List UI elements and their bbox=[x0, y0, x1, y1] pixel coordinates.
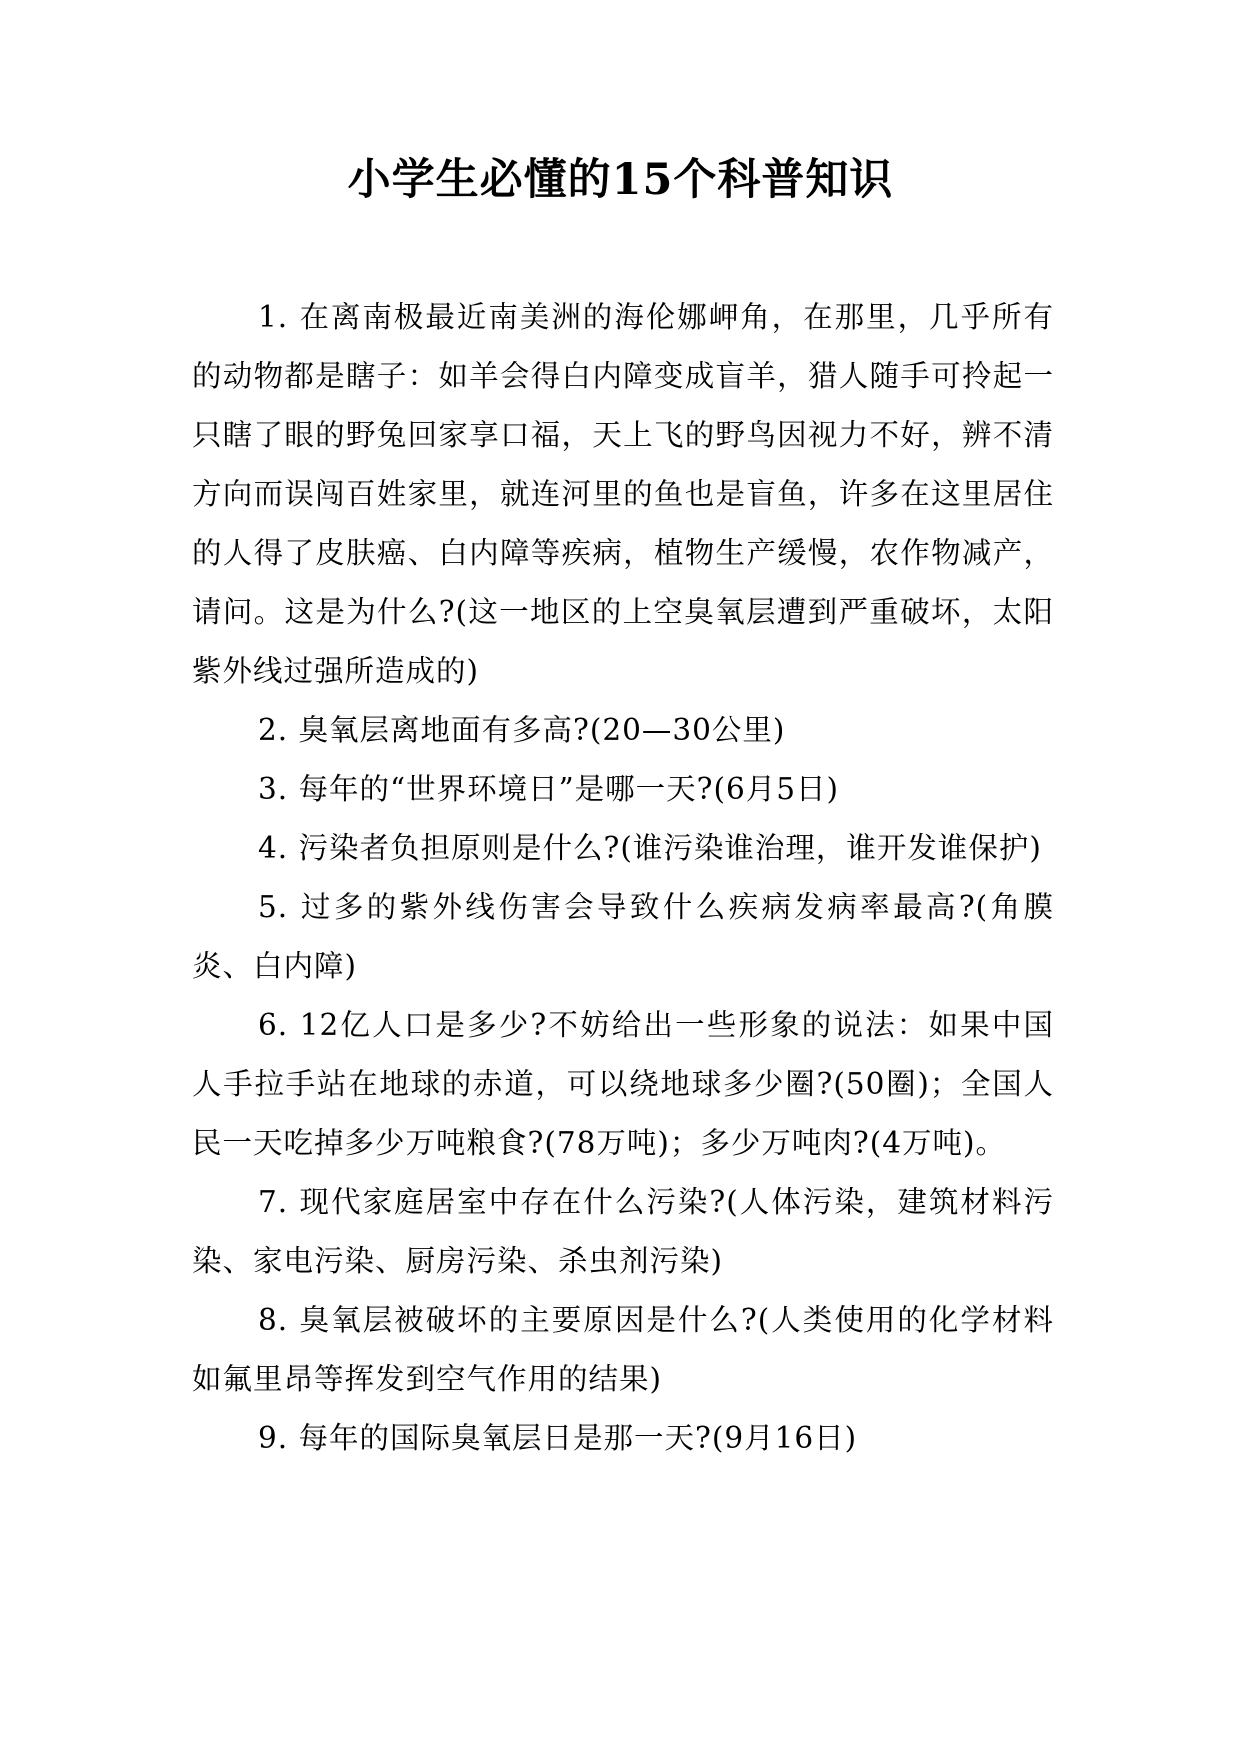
paragraph-4: 4. 污染者负担原则是什么?(谁污染谁治理，谁开发谁保护) bbox=[258, 831, 1042, 865]
document-title: 小学生必懂的15个科普知识 bbox=[347, 155, 894, 205]
document-body bbox=[192, 288, 1054, 1468]
paragraph-2: 2. 臭氧层离地面有多高?(20—30公里) bbox=[258, 713, 786, 747]
paragraph-6: 6. 12亿人口是多少?不妨给出一些形象的说法：如果中国人手拉手站在地球的赤道，可以绕地球多少圈?(50圈)；全国人民一天吃掉多少万吨粮食?(78万吨)；多少万吨肉?(4万吨)。 bbox=[192, 1008, 1054, 1160]
paragraph-5: 5. 过多的紫外线伤害会导致什么疾病发病率最高?(角膜炎、白内障) bbox=[192, 890, 1054, 983]
paragraph-9: 9. 每年的国际臭氧层日是那一天?(9月16日) bbox=[258, 1421, 858, 1455]
paragraph-7: 7. 现代家庭居室中存在什么污染?(人体污染，建筑材料污染、家电污染、厨房污染、杀虫剂污染) bbox=[192, 1185, 1054, 1278]
paragraph-8: 8. 臭氧层被破坏的主要原因是什么?(人类使用的化学材料如氟里昂等挥发到空气作用的结果) bbox=[192, 1303, 1054, 1396]
paragraph-3: 3. 每年的“世界环境日”是哪一天?(6月5日) bbox=[258, 772, 840, 806]
paragraph-1: 1. 在离南极最近南美洲的海伦娜岬角，在那里，几乎所有的动物都是瞎子：如羊会得白内障变成盲羊，猎人随手可拎起一只瞎了眼的野兔回家享口福，天上飞的野鸟因视力不好，辨不清方向而误闯百姓家里，就连河里的鱼也是盲鱼，许多在这里居住的人得了皮肤癌、白内障等疾病，植物生产缓慢，农作物减产，请问。这是为什么?(这一地区的上空臭氧层遭到严重破坏，太阳紫外线过强所造成的) bbox=[192, 300, 1054, 688]
